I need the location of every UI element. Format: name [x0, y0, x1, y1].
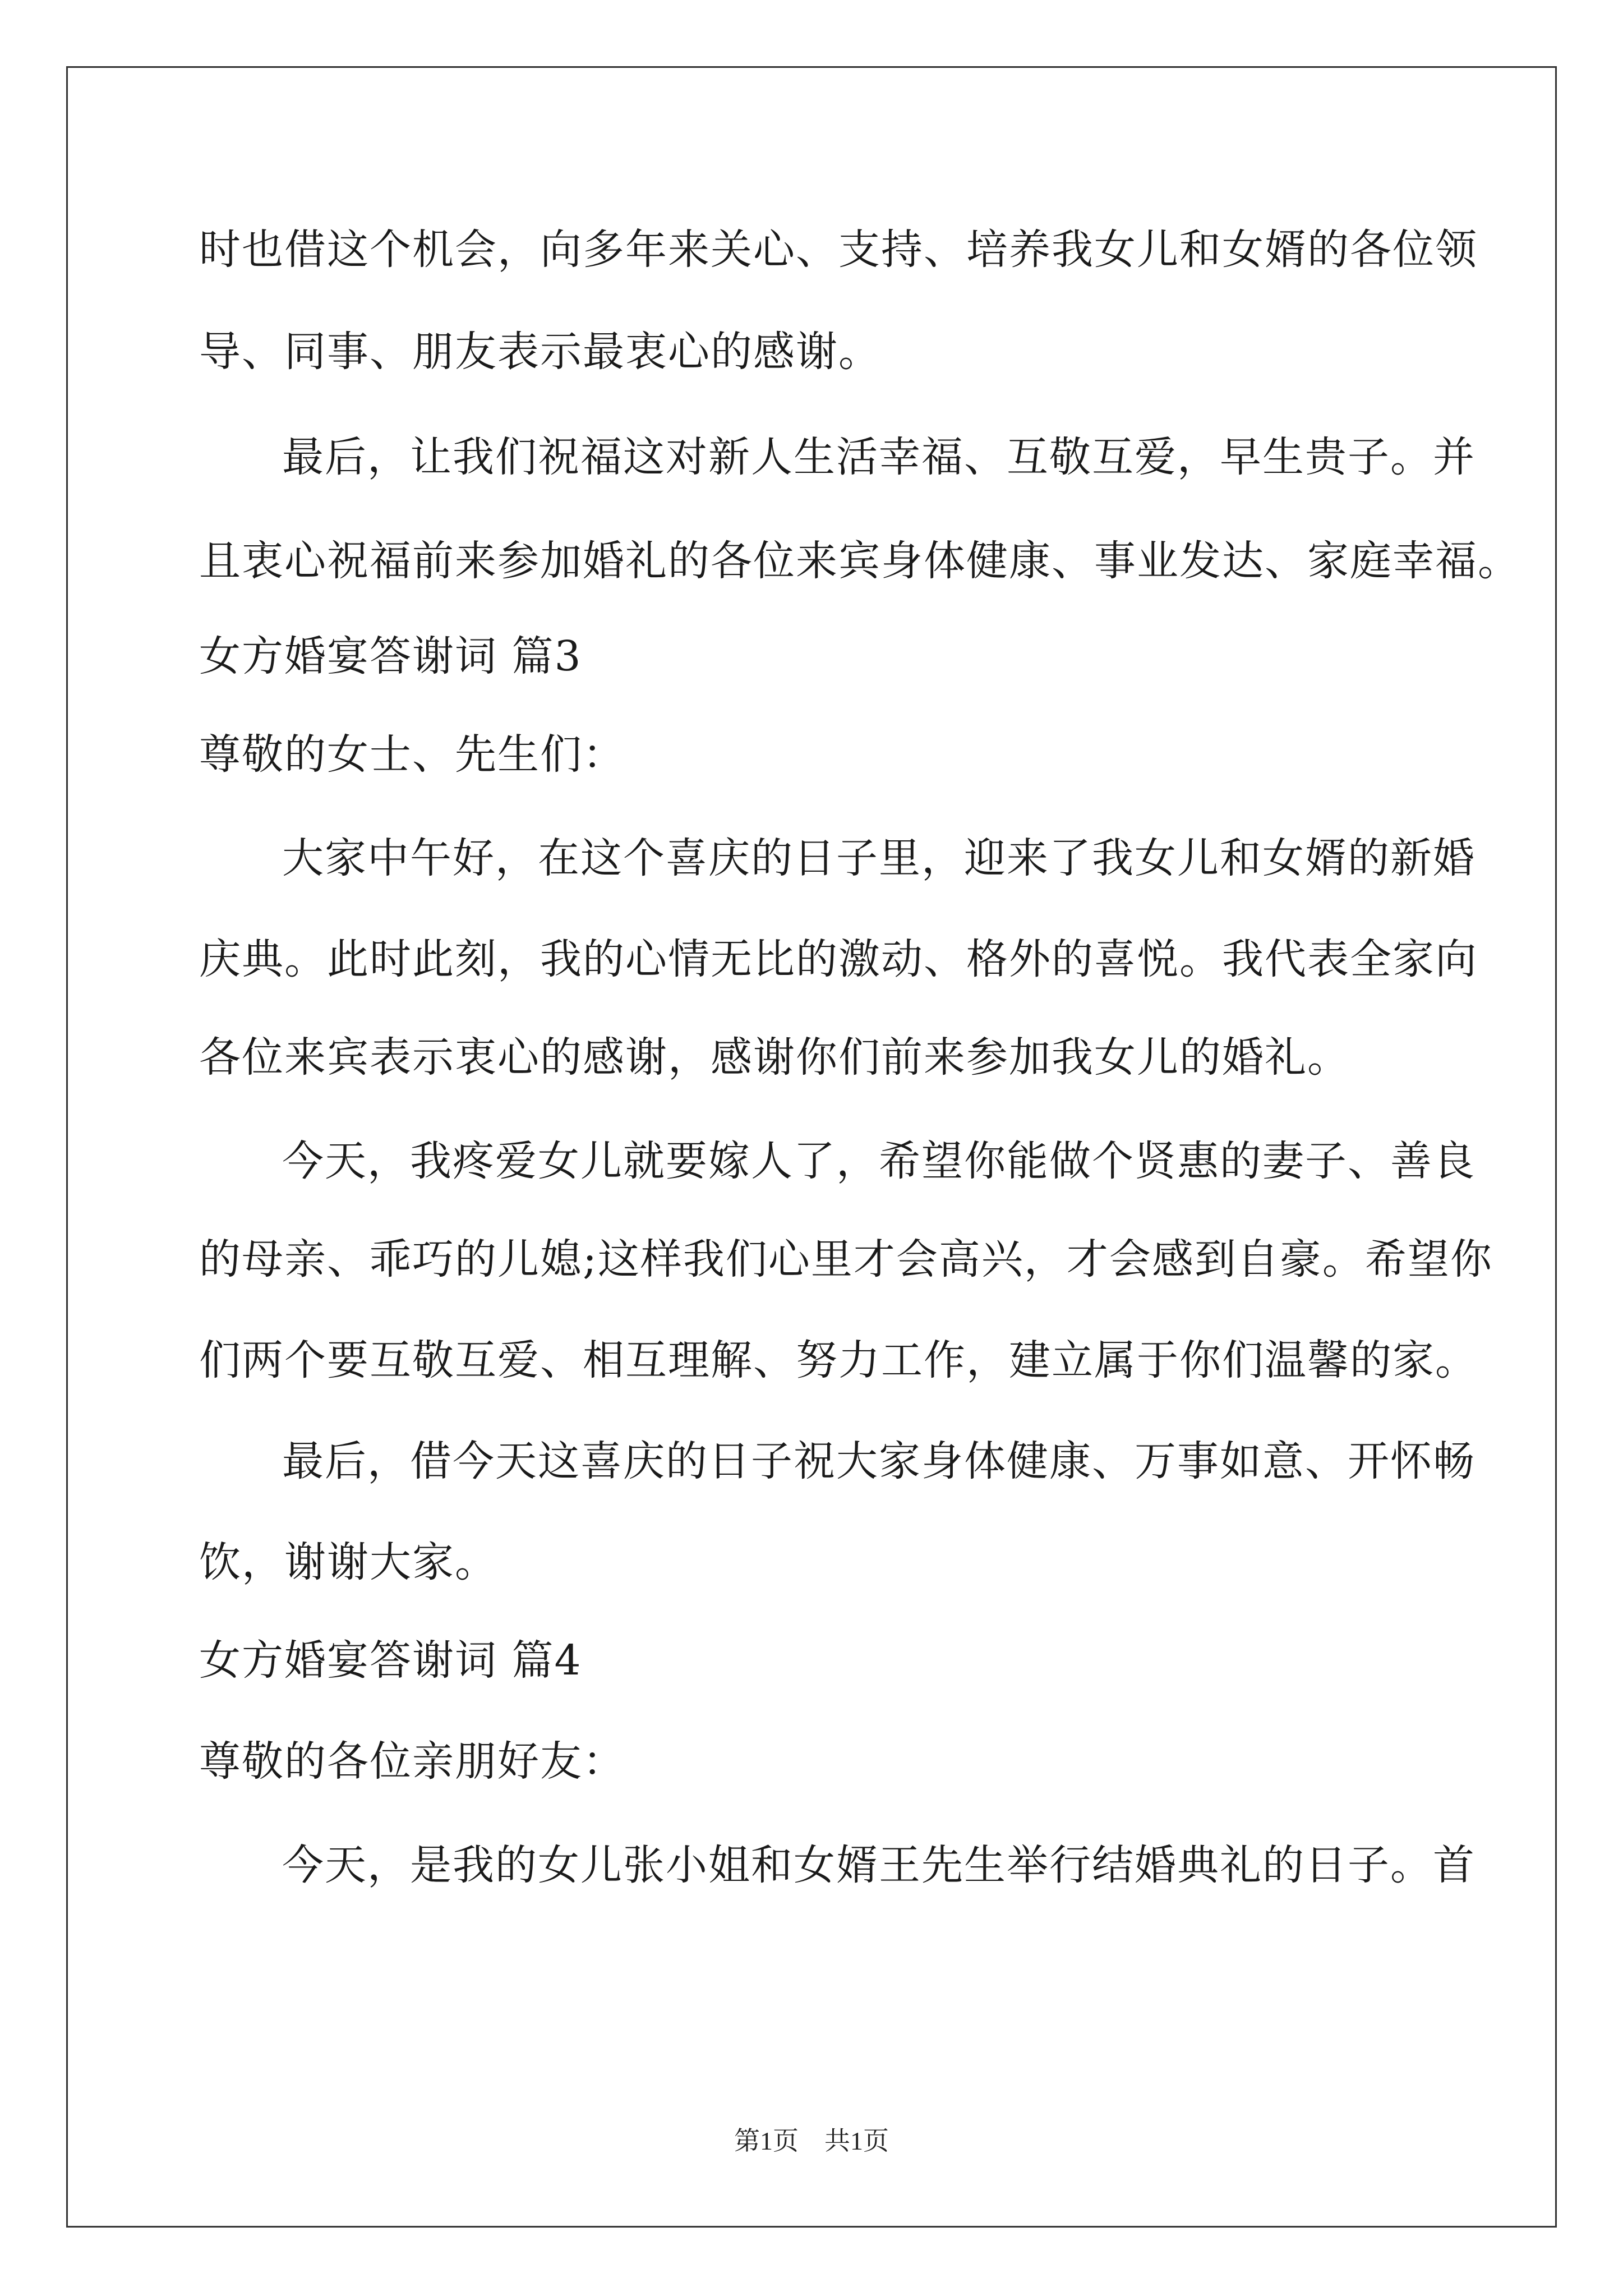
paragraph-line: 今天，是我的女儿张小姐和女婿王先生举行结婚典礼的日子。首: [282, 1841, 1476, 1889]
paragraph-line: 今天，我疼爱女儿就要嫁人了，希望你能做个贤惠的妻子、善良: [282, 1137, 1476, 1185]
section-heading: 女方婚宴答谢词 篇3: [199, 632, 582, 680]
paragraph-line: 时也借这个机会，向多年来关心、支持、培养我女儿和女婿的各位领: [199, 226, 1478, 274]
paragraph-line: 最后，让我们祝福这对新人生活幸福、互敬互爱，早生贵子。并: [282, 433, 1476, 481]
paragraph-line: 饮，谢谢大家。: [199, 1538, 497, 1586]
paragraph-line: 庆典。此时此刻，我的心情无比的激动、格外的喜悦。我代表全家向: [199, 935, 1478, 983]
section-heading: 女方婚宴答谢词 篇4: [199, 1636, 582, 1685]
paragraph-line: 导、同事、朋友表示最衷心的感谢。: [199, 328, 881, 376]
paragraph-line: 的母亲、乖巧的儿媳;这样我们心里才会高兴，才会感到自豪。希望你: [199, 1235, 1493, 1283]
paragraph-line: 且衷心祝福前来参加婚礼的各位来宾身体健康、事业发达、家庭幸福。: [199, 537, 1520, 585]
salutation: 尊敬的各位亲朋好友：: [199, 1737, 625, 1786]
paragraph-line: 们两个要互敬互爱、相互理解、努力工作，建立属于你们温馨的家。: [199, 1336, 1478, 1384]
paragraph-line: 最后，借今天这喜庆的日子祝大家身体健康、万事如意、开怀畅: [282, 1437, 1476, 1485]
paragraph-line: 各位来宾表示衷心的感谢，感谢你们前来参加我女儿的婚礼。: [199, 1033, 1350, 1082]
paragraph-line: 大家中午好，在这个喜庆的日子里，迎来了我女儿和女婿的新婚: [282, 834, 1476, 882]
page-footer: 第1页 共1页: [734, 2127, 889, 2155]
salutation: 尊敬的女士、先生们：: [199, 730, 625, 779]
